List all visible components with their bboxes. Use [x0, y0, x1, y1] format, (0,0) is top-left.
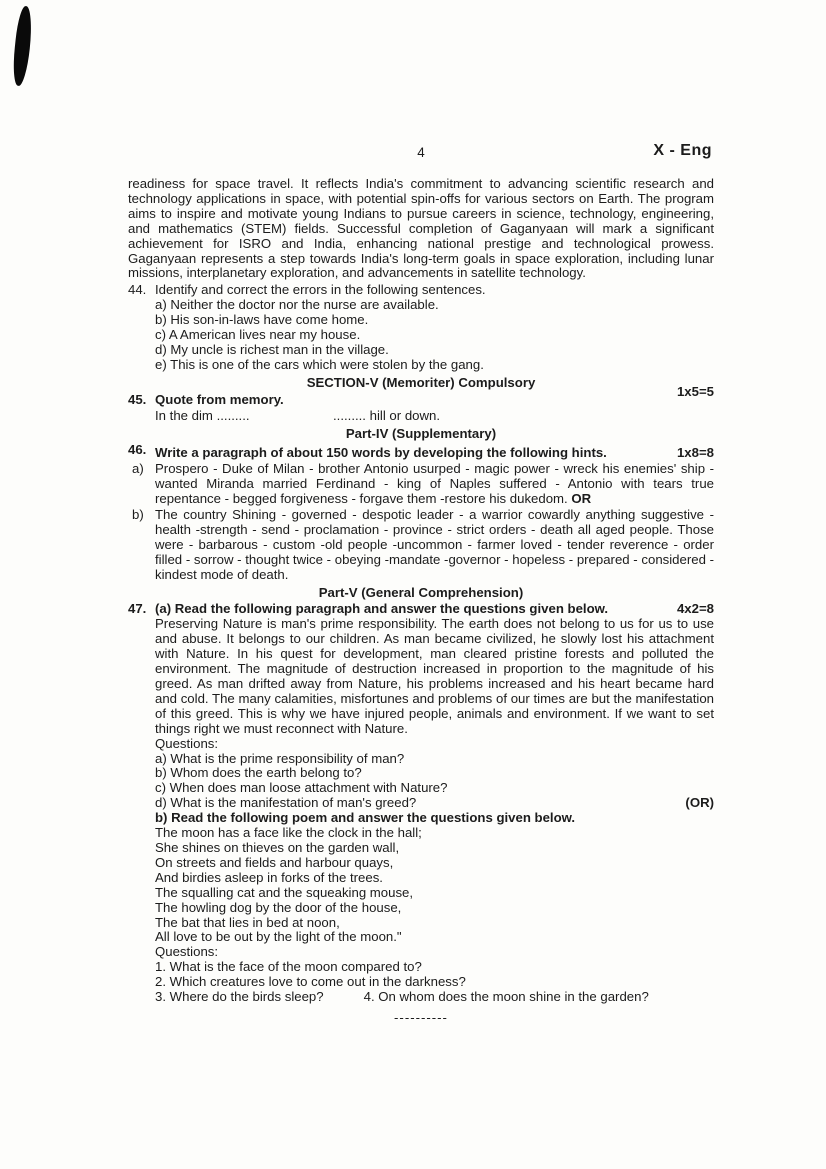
or-label: OR: [571, 491, 592, 507]
poem-line-3: On streets and fields and harbour quays,: [155, 854, 394, 870]
page-header: [128, 142, 714, 164]
scan-artifact: [11, 5, 34, 86]
or-label-2: (OR): [685, 795, 714, 811]
question-47b-item-1: 1. What is the face of the moon compared to?: [155, 959, 422, 975]
question-47b-item-3: 3. Where do the birds sleep?: [155, 989, 324, 1005]
part-v-heading: Part-V (General Comprehension): [318, 584, 524, 600]
error-sentence-e: e) This is one of the cars which were stolen by the gang.: [155, 356, 484, 372]
error-sentence-b: b) His son-in-laws have come home.: [155, 312, 369, 328]
question-47a-heading: (a) Read the following paragraph and answer the questions given below.: [155, 601, 609, 617]
question-45: [128, 393, 714, 424]
question-47a-item-b: b) Whom does the earth belong to?: [155, 765, 362, 781]
poem-line-1: The moon has a face like the clock in the hall;: [155, 825, 422, 841]
question-47-body: [155, 602, 714, 1004]
comprehension-passage: Preserving Nature is man's prime responsibility. The earth does not belong to us for us to use and abuse. It belongs to our children. As man became civilized, he slowly lost his attachment with Nature. In his quest for development, man cleared pristine forests and polluted the environment. The magnitude of destruction increased in proportion to the magnitude of his greed. As man drifted away from Nature, his problems increased and his heart became hard and cold. The many calamities, misfortunes and problems of our times are but the manifestation of this greed. This is why we have injured people, animals and environment. If we want to set things right we must reconnect with Nature.: [155, 616, 714, 736]
paper-code: X - Eng: [653, 142, 712, 159]
questions-label-a: Questions:: [155, 735, 219, 751]
question-47a-item-d-row: [155, 796, 714, 811]
question-47a-heading-row: [155, 602, 714, 617]
hint-b-text: The country Shining - governed - despotic leader - a warrior cowardly anything suggestive - health -strength - send - proclamation - province - strict orders - death all aged people. Those were - barbarous - custom -old people -uncommon - farmer loved - tender reverence - order filled - sorrow - thought twice - obeying -mandate -governor - hopeless - prepared - considered - kindest mode of death.: [155, 507, 714, 582]
question-44: [128, 283, 714, 372]
section-v-heading: SECTION-V (Memoriter) Compulsory: [306, 374, 536, 390]
question-45-text: Quote from memory.: [155, 391, 284, 407]
question-46-number: 46.: [128, 442, 147, 458]
question-47a-item-a: a) What is the prime responsibility of man?: [155, 750, 405, 766]
question-44-body: [155, 283, 714, 372]
question-46-marks: 1x8=8: [676, 445, 714, 461]
hint-a-label: a): [132, 461, 144, 477]
hint-b: [128, 508, 714, 583]
poem-line-4: And birdies asleep in forks of the trees.: [155, 869, 383, 885]
hint-a-text: Prospero - Duke of Milan - brother Antonio usurped - magic power - wreck his enemies' ship - wanted Miranda married Ferdinand - king of Naples suffered - Antonio with tears true repentance - begged forgiveness - forgave them -restore his dukedom.: [155, 461, 714, 507]
page-number: 4: [417, 145, 425, 160]
question-47b-item-2: 2. Which creatures love to come out in the darkness?: [155, 974, 466, 990]
error-sentence-a: a) Neither the doctor nor the nurse are available.: [155, 297, 439, 313]
question-47b-item-4: 4. On whom does the moon shine in the garden?: [363, 989, 649, 1005]
question-46-heading-row: [155, 446, 714, 461]
question-47-number: 47.: [128, 601, 147, 617]
intro-paragraph: readiness for space travel. It reflects India's commitment to advancing scientific research and technology applications in space, with potential spin-offs for various sectors on Earth. The program aims to inspire and motivate young Indians to pursue careers in science, technology, engineering, and mathematics (STEM) fields. Successful completion of Gaganyaan will mark a significant achievement for ISRO and India, enhancing national prestige and technological prowess. Gaganyaan represents a step towards India's long-term goals in space exploration, including lunar missions, interplanetary exploration, and advancements in satellite technology.: [128, 176, 714, 281]
question-44-text: Identify and correct the errors in the following sentences.: [155, 282, 486, 298]
memory-quote-end: ......... hill or down.: [333, 407, 441, 423]
question-47a-item-d: d) What is the manifestation of man's greed?: [155, 795, 417, 811]
poem-line-5: The squalling cat and the squeaking mouse,: [155, 884, 414, 900]
question-47a-item-c: c) When does man loose attachment with Nature?: [155, 780, 448, 796]
poem-line-6: The howling dog by the door of the house,: [155, 899, 402, 915]
question-46: [128, 443, 714, 461]
poem-line-2: She shines on thieves on the garden wall,: [155, 839, 400, 855]
part-iv-heading: Part-IV (Supplementary): [345, 425, 497, 441]
question-46-text: Write a paragraph of about 150 words by developing the following hints.: [155, 445, 607, 461]
question-44-number: 44.: [128, 282, 147, 298]
memory-quote-start: In the dim .........: [155, 407, 250, 423]
poem-line-8: All love to be out by the light of the moon.": [155, 929, 402, 945]
question-47b-heading: b) Read the following poem and answer the questions given below.: [155, 810, 576, 826]
question-45-body: [155, 393, 714, 424]
question-45-number: 45.: [128, 391, 147, 407]
footer-dashes: ----------: [394, 1009, 448, 1025]
error-sentence-d: d) My uncle is richest man in the village.: [155, 341, 389, 357]
hint-a-text-wrap: [155, 462, 714, 507]
question-47a-marks: 4x2=8: [676, 601, 714, 617]
error-sentence-c: c) A American lives near my house.: [155, 327, 361, 343]
memory-quote-line: [155, 409, 714, 424]
question-46-body: [155, 443, 714, 461]
question-47: [128, 602, 714, 1004]
hint-b-label: b): [132, 507, 144, 523]
hint-a: [128, 462, 714, 507]
poem-line-7: The bat that lies in bed at noon,: [155, 914, 340, 930]
section-v-marks: 1x5=5: [676, 383, 714, 399]
question-47b-items-3-4: [155, 990, 714, 1005]
questions-label-b: Questions:: [155, 944, 219, 960]
